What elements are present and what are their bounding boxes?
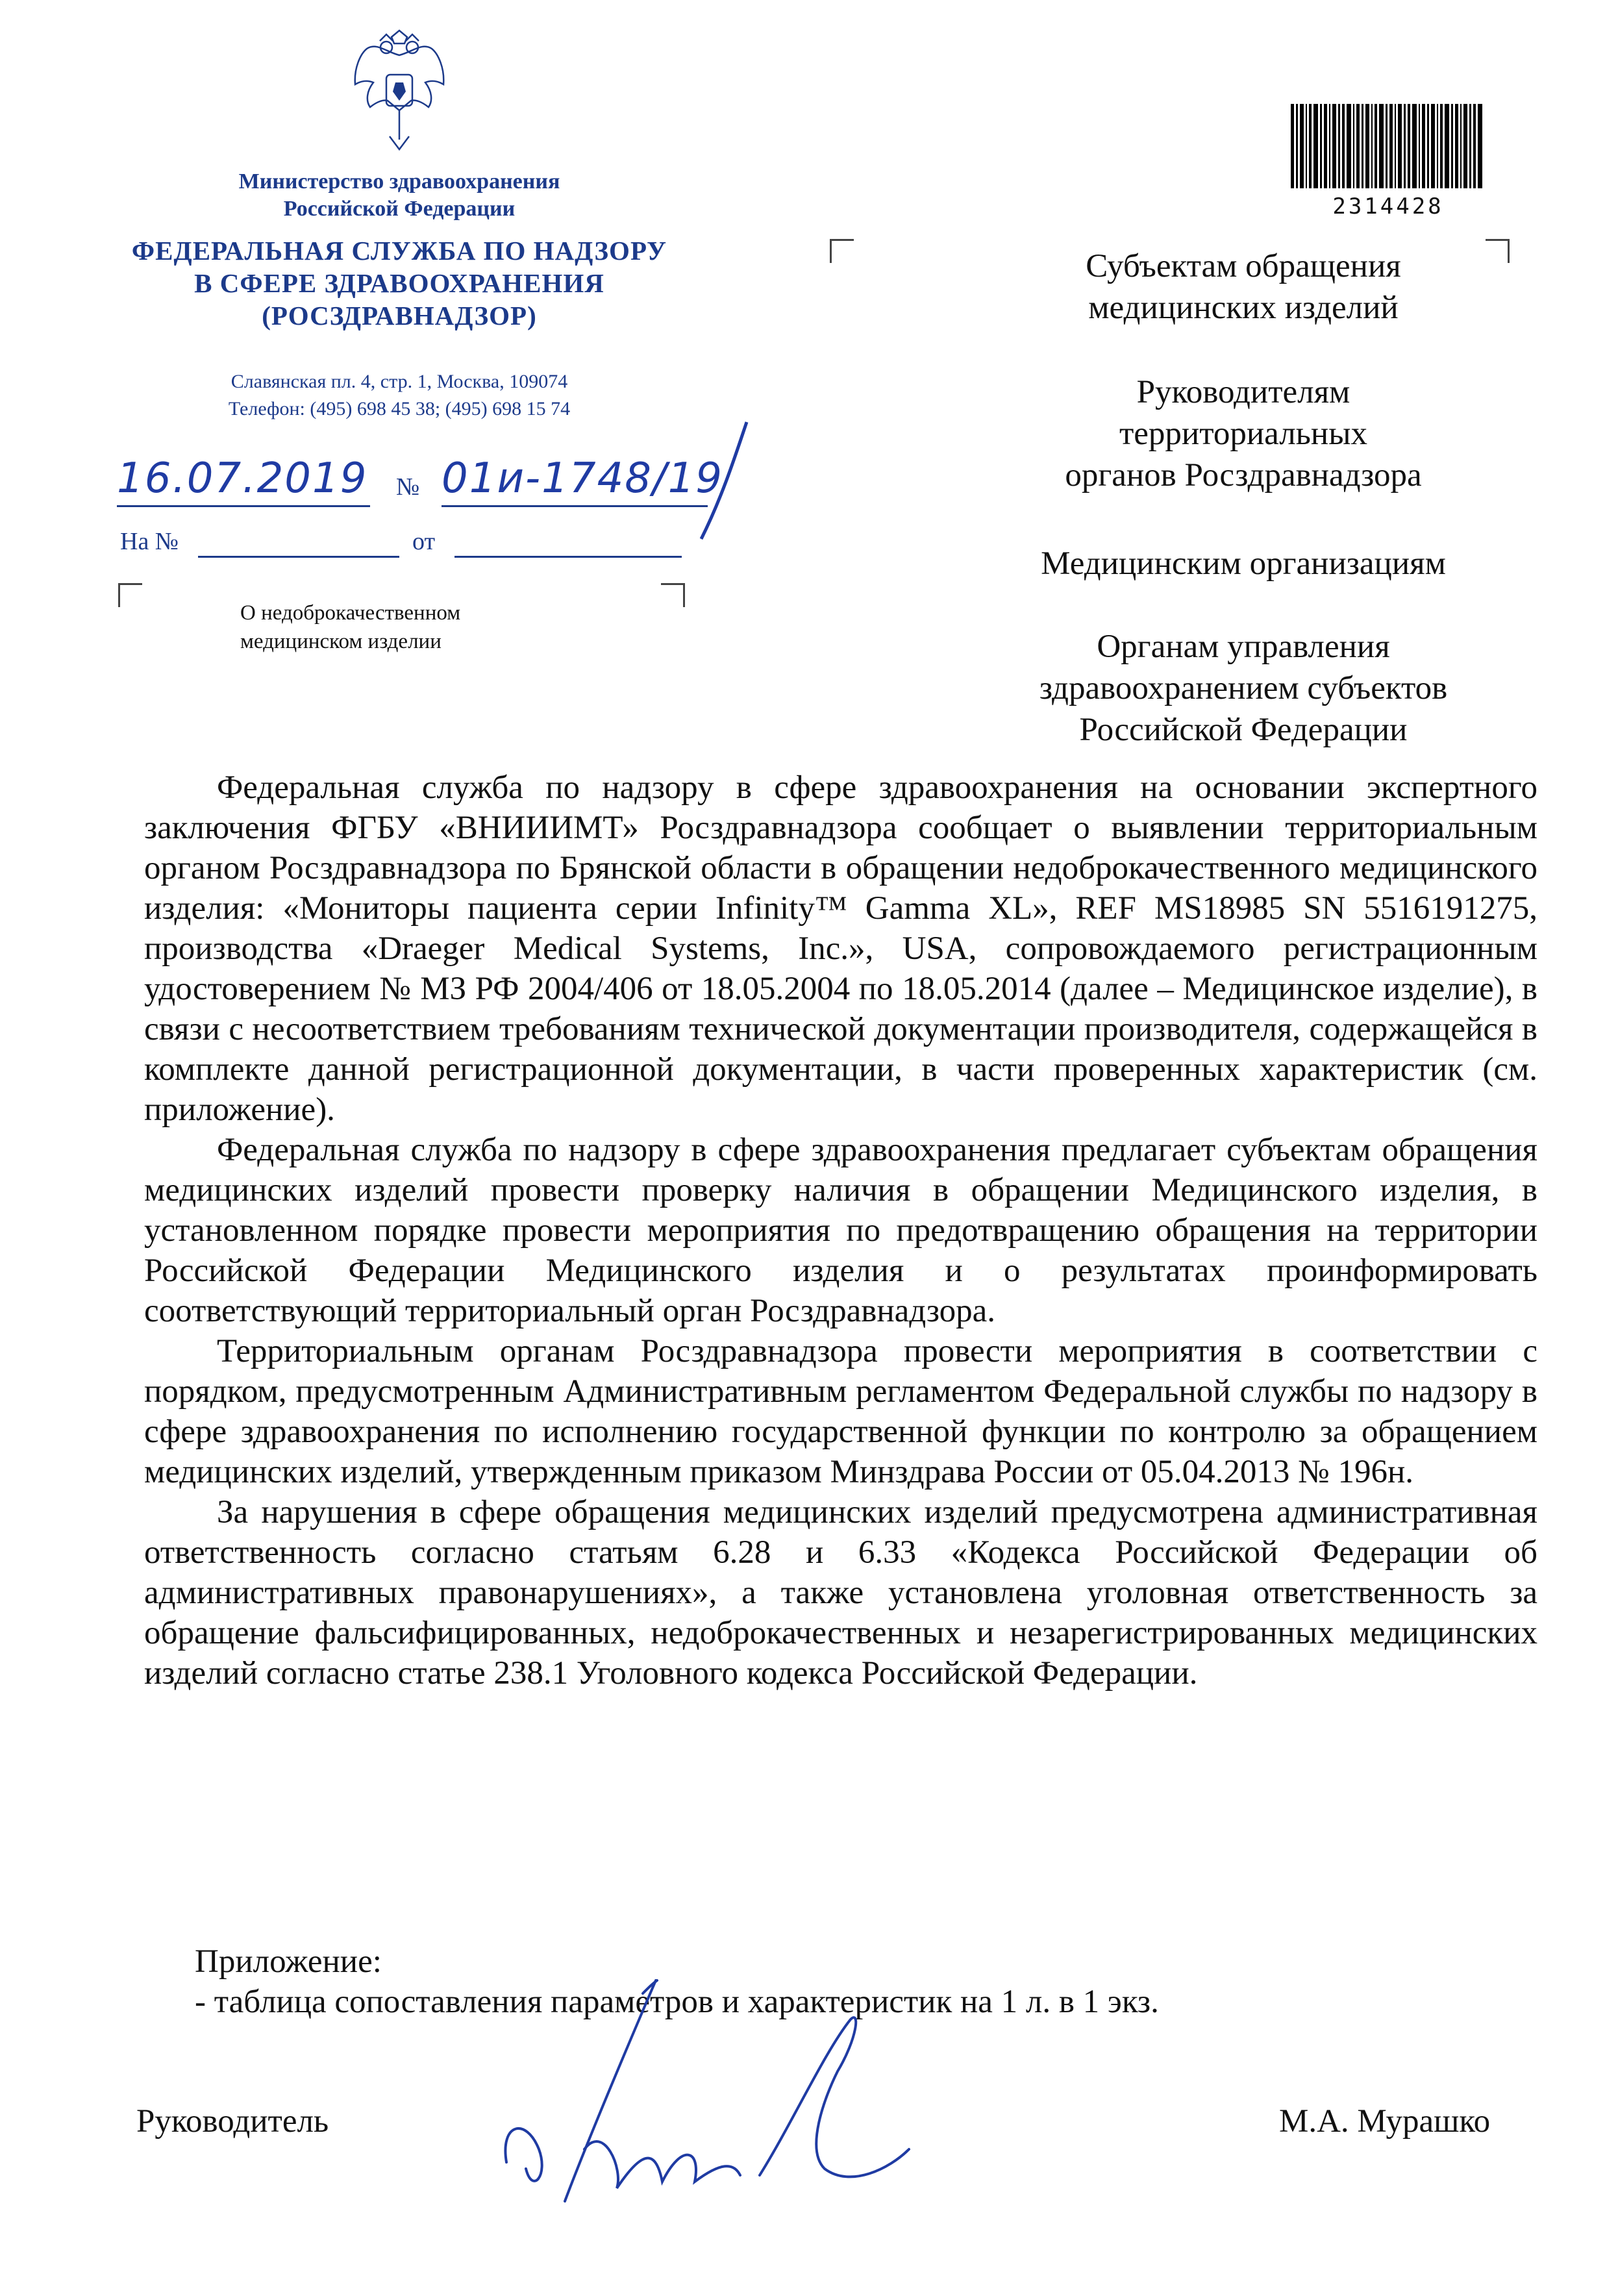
addressee-4-line2: здравоохранением субъектов (1039, 670, 1448, 706)
handwritten-slash-mark (682, 416, 760, 545)
attachment-label: Приложение: (195, 1943, 382, 1980)
addressee-3-line1: Медицинским организациям (1041, 545, 1446, 582)
attachment-item: - таблица сопоставления параметров и характеристик на 1 л. в 1 экз. (195, 1984, 1159, 2020)
ref-from-label: от (412, 528, 436, 555)
signatory-position: Руководитель (136, 2103, 329, 2140)
addressee-bracket-left (830, 239, 854, 263)
handwritten-signature-image (487, 1954, 928, 2227)
ministry-name-line1: Министерство здравоохранения (238, 169, 560, 193)
ref-number-blank (198, 527, 399, 558)
signatory-name: М.А. Мурашко (1279, 2103, 1491, 2140)
addressee-4 (909, 626, 1578, 751)
body-paragraph-1: Федеральная служба по надзору в сфере здравоохранения на основании экспертного заключения ФГБУ «ВНИИИМТ» Росздравнадзора сообщает о выявлении территориальным органом Росздравнадзора по Брянской области в обращении недоброкачественного медицинского изделия: «Мониторы пациента серии Infinity™ Gamma XL», REF MS18985 SN 5516191275, производства «Draeger Medical Systems, Inc.», USA, сопровождаемого регистрационным удостоверением № МЗ РФ 2004/406 от 18.05.2004 по 18.05.2014 (далее – Медицинское изделие), в связи с несоответствием требованиям технической документации производителя, содержащейся в комплекте данной регистрационной документации, в части проверенных характеристик (см. приложение). (144, 769, 1537, 1128)
ref-number-label: На № (120, 528, 179, 555)
addressee-3 (909, 543, 1578, 584)
addressee-2-line1: Руководителям (1136, 374, 1350, 410)
reg-date-handwritten: 16.07.2019 (117, 455, 368, 503)
ref-date-blank (454, 527, 682, 558)
addressee-2-line3: органов Росздравнадзора (1065, 457, 1422, 493)
subject-line2: медицинском изделии (240, 630, 442, 653)
service-name-line3: (РОСЗДРАВНАДЗОР) (262, 301, 537, 331)
service-name-line1: ФЕДЕРАЛЬНАЯ СЛУЖБА ПО НАДЗОРУ (131, 236, 667, 266)
body-paragraph-4: За нарушения в сфере обращения медицинских изделий предусмотрена административная ответственность согласно статьям 6.28 и 6.33 «Кодекса Российской Федерации об административных правонарушениях», а также установлена уголовная ответственность за обращение фальсифицированных, недоброкачественных и незарегистрированных медицинских изделий согласно статье 238.1 Уголовного кодекса Российской Федерации. (144, 1494, 1537, 1691)
subject-bracket-right (661, 583, 685, 607)
letter-body (144, 767, 1537, 1693)
service-phone: Телефон: (495) 698 45 38; (495) 698 15 74 (228, 398, 571, 419)
addressee-4-line1: Органам управления (1097, 629, 1390, 665)
service-name-line2: В СФЕРЕ ЗДРАВООХРАНЕНИЯ (194, 268, 604, 298)
subject-line1: О недоброкачественном (240, 601, 461, 625)
body-paragraph-2: Федеральная служба по надзору в сфере здравоохранения предлагает субъектам обращения медицинских изделий провести проверку наличия в обращении Медицинского изделия, в установленном порядке провести мероприятия по предотвращению обращения на территории Российской Федерации Медицинского изделия и о результатах проинформировать соответствующий территориальный орган Росздравнадзора. (144, 1132, 1537, 1329)
barcode-number: 2314428 (1332, 193, 1444, 219)
addressee-1 (909, 245, 1578, 329)
body-paragraph-3: Территориальным органам Росздравнадзора провести мероприятия в соответствии с порядком, предусмотренным Административным регламентом Федеральной службы по надзору в сфере здравоохранения по исполнению государственной функции по контролю за обращением медицинских изделий, утвержденным приказом Минздрава России от 05.04.2013 № 196н. (144, 1333, 1537, 1490)
service-address: Славянская пл. 4, стр. 1, Москва, 109074 (230, 371, 568, 392)
coat-of-arms-emblem-icon (341, 29, 458, 159)
addressee-2 (909, 371, 1578, 496)
ministry-name-line2: Российской Федерации (283, 197, 516, 221)
subject-bracket-left (118, 583, 142, 607)
addressee-1-line1: Субъектам обращения (1086, 248, 1401, 284)
addressee-4-line3: Российской Федерации (1079, 712, 1408, 748)
addressee-2-line2: территориальных (1119, 416, 1367, 452)
reg-number-field (442, 455, 723, 507)
reg-number-sign: № (396, 473, 420, 501)
barcode-image (1291, 104, 1486, 188)
reg-date-field (117, 455, 370, 507)
addressee-1-line2: медицинских изделий (1088, 290, 1399, 326)
reg-number-handwritten: 01и-1748/19 (442, 455, 723, 503)
